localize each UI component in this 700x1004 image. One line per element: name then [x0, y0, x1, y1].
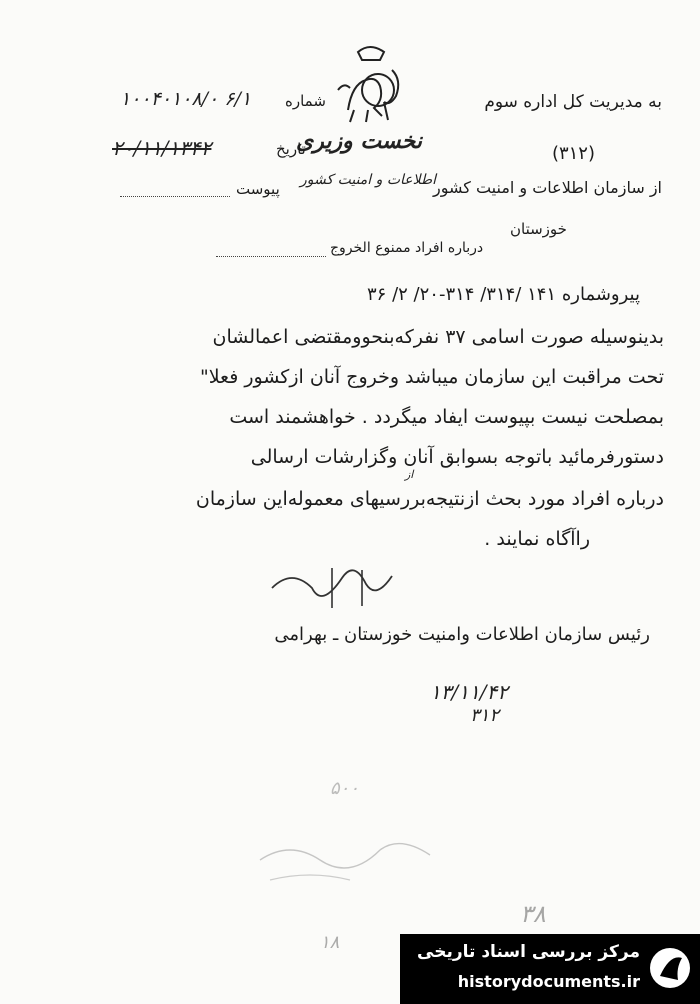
registration-stamp-line-1: ۱۳/۱۱/۴۲: [430, 680, 508, 704]
body-insert: از: [405, 468, 414, 481]
from-line: از سازمان اطلاعات و امنیت کشور: [432, 178, 662, 197]
faint-mark-3: ۱۸: [320, 932, 340, 953]
date-label: تاریخ: [276, 140, 306, 158]
body-line-1: بدینوسیله صورت اسامی ۳۷ نفرکه‌بنحو‌ومقتضی اعمالشان: [212, 326, 664, 348]
signature-title: رئیس سازمان اطلاعات وامنیت خوزستان ـ بهرامی: [274, 624, 650, 645]
date-value: ۲۰/۱۱/۱۳۴۲: [112, 136, 212, 160]
body-line-5: درباره افراد مورد بحث ازنتیجه‌بررسیهای معموله‌این سازمان: [195, 488, 664, 510]
archive-name: مرکز بررسی اسناد تاریخی: [417, 942, 640, 962]
body-line-3: بمصلحت نیست بپیوست ایفاد میگردد . خواهشمند است: [229, 406, 664, 428]
lion-and-sun-emblem: [328, 40, 414, 126]
signature-scribble: [262, 558, 402, 618]
archive-watermark: [400, 934, 700, 1004]
archive-logo-icon: [648, 946, 692, 990]
faint-mark-1: ۵۰۰: [330, 778, 360, 799]
body-line-2: تحت مراقبت این سازمان میباشد وخروج آنان ازکشور فعلا": [199, 366, 664, 388]
attachment-blank: [120, 196, 230, 197]
subject-text: درباره افراد ممنوع الخروج: [330, 240, 484, 256]
faint-mark-2: ۳۸: [520, 900, 546, 928]
faint-scribbles: [250, 820, 450, 890]
archive-url: historydocuments.ir: [457, 972, 640, 991]
attachment-label: پیوست: [236, 180, 280, 198]
reference-line: پیروشماره ۱۴۱ /۳۱۴/ ۳۱۴-۲۰/ ۲/ ۳۶: [367, 284, 640, 305]
office-title: نخست وزیری: [296, 128, 422, 154]
body-line-4: دستورفرمائید باتوجه بسوابق آنان وگزارشات ارسالی: [250, 446, 664, 468]
from-handwritten: اطلاعات و امنیت کشور: [300, 172, 437, 188]
subject-blank: [216, 256, 326, 257]
number-label: شماره: [285, 92, 326, 110]
addressee: به مدیریت کل اداره سوم: [484, 92, 662, 112]
body-line-6: راآگاه نمایند .: [484, 528, 590, 550]
reference-code: (۳۱۲): [551, 143, 595, 164]
number-value: ۱۰۰۴۰۱۰۸/۰ ۶/۱: [120, 88, 252, 110]
subject-region: خوزستان: [510, 220, 567, 238]
registration-stamp-line-2: ۳۱۲: [470, 705, 500, 726]
